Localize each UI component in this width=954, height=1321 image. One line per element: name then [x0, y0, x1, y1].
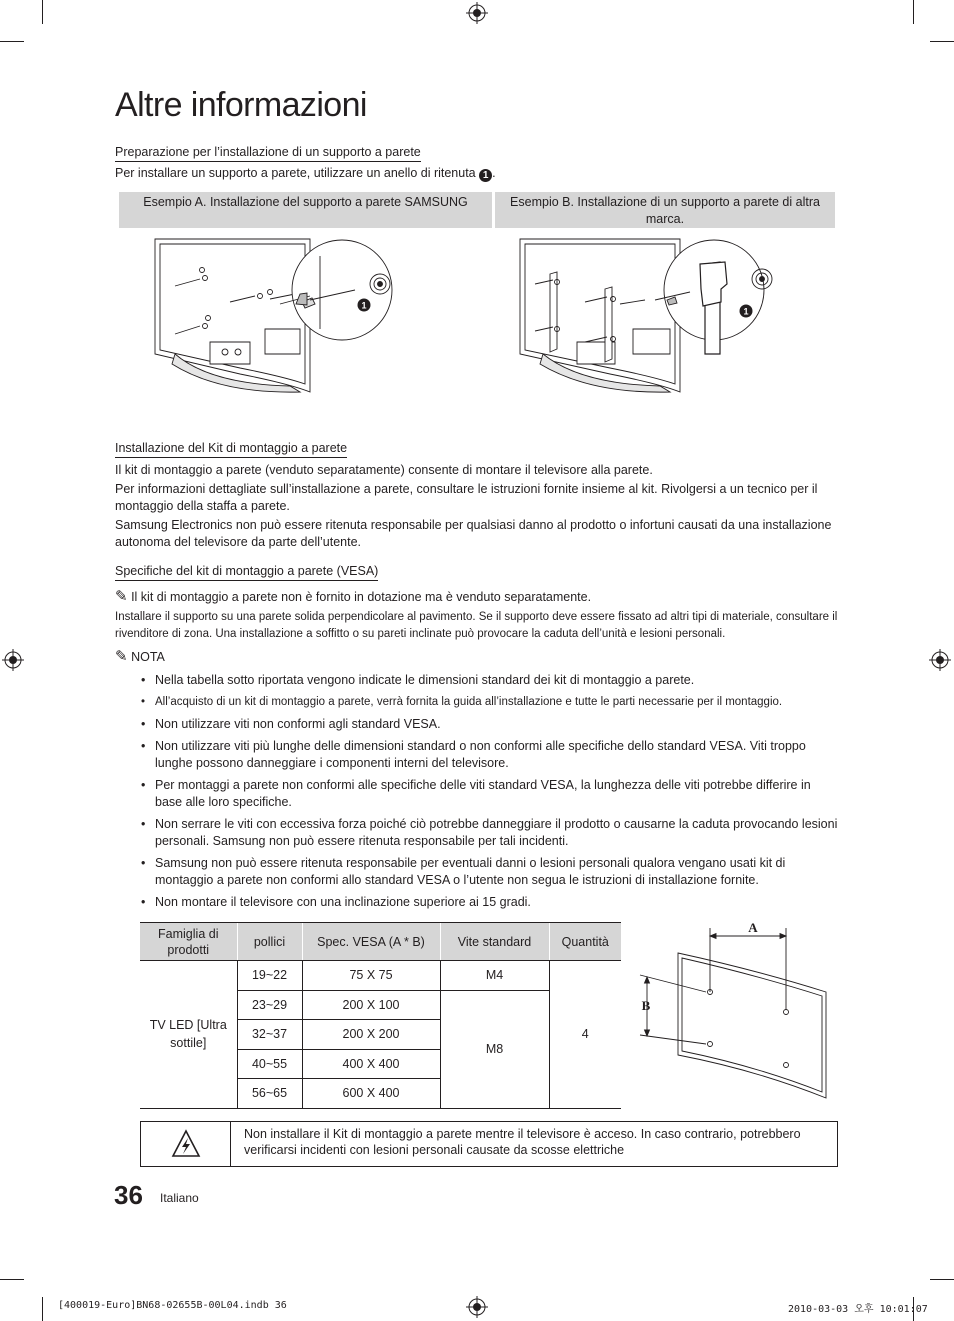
product-family-cell — [140, 961, 237, 1109]
list-item: • Non serrare le viti con eccessiva forza poiché ciò potrebbe danneggiare il prodotto o causarne la caduta provocando lesioni personali. Samsung non può essere ritenuta responsabile per tali incidenti. — [141, 816, 841, 850]
list-item: • Nella tabella sotto riportata vengono indicate le dimensioni standard dei kit di montaggio a parete. — [141, 672, 841, 689]
table-header: Famiglia di prodotti — [140, 923, 237, 961]
callout-number: 1 — [479, 169, 492, 182]
section-heading-vesa: Specifiche del kit di montaggio a parete (VESA) — [115, 564, 378, 581]
nota-label-row — [115, 648, 165, 667]
product-family-text: TV LED [Ultra sottile] — [149, 1018, 227, 1051]
svg-text:1: 1 — [743, 306, 749, 317]
page-title: Altre informazioni — [115, 86, 367, 124]
example-a-header: Esempio A. Installazione del supporto a parete SAMSUNG — [119, 192, 492, 228]
list-item: • Non utilizzare viti più lunghe delle dimensioni standard o non conformi alle specifiche dello standard VESA. Viti troppo lunghe possono danneggiare i componenti interni del televisore. — [141, 738, 841, 772]
list-item: • All’acquisto di un kit di montaggio a parete, verrà fornita la guida all’installazione e tutte le parti necessarie per il montaggio. — [141, 694, 841, 711]
table-header: Vite standard — [440, 923, 549, 961]
crop-mark — [930, 1279, 954, 1280]
samsung-wall-mount-illustration — [150, 234, 410, 400]
crop-mark — [42, 1297, 43, 1321]
vesa-bullet-list — [141, 672, 841, 916]
inches-cell: 56~65 — [237, 1079, 302, 1109]
vesa-spec-cell: 600 X 400 — [302, 1079, 440, 1109]
dimension-b-label: B — [641, 998, 651, 1013]
footer-filename: [400019-Euro]BN68-02655B-00L04.indb 36 — [58, 1300, 287, 1311]
section-heading-kit: Installazione del Kit di montaggio a parete — [115, 441, 347, 458]
dimension-a-label: A — [748, 920, 758, 935]
table-header-row — [140, 923, 621, 961]
screw-cell: M8 — [440, 990, 549, 1108]
vesa-spec-cell: 200 X 200 — [302, 1020, 440, 1050]
inches-cell: 23~29 — [237, 990, 302, 1020]
table-header: Quantità — [549, 923, 621, 961]
crop-mark — [42, 0, 43, 24]
table-header: Spec. VESA (A * B) — [302, 923, 440, 961]
screw-cell: M4 — [440, 961, 549, 991]
inches-cell: 32~37 — [237, 1020, 302, 1050]
inches-cell: 19~22 — [237, 961, 302, 991]
nota-label: NOTA — [131, 650, 165, 664]
table-row — [140, 961, 621, 991]
list-item: • Non montare il televisore con una inclinazione superiore ai 15 gradi. — [141, 894, 841, 911]
vesa-spec-cell: 75 X 75 — [302, 961, 440, 991]
crop-mark — [913, 0, 914, 24]
kit-paragraph-1: Il kit di montaggio a parete (venduto separatamente) consente di montare il televisore alla parete. — [115, 463, 653, 477]
example-b-header: Esempio B. Installazione di un supporto a parete di altra marca. — [495, 192, 835, 228]
vesa-table — [140, 922, 621, 1109]
quantity-cell: 4 — [549, 961, 621, 1109]
list-item: • Non utilizzare viti non conformi agli standard VESA. — [141, 716, 841, 733]
page-number: 36 — [114, 1180, 143, 1210]
electric-shock-warning-icon — [171, 1129, 201, 1159]
note-pencil-icon: ✎ — [115, 648, 128, 665]
table-header: pollici — [237, 923, 302, 961]
registration-mark-icon — [929, 649, 951, 671]
warning-box — [140, 1121, 838, 1167]
note-pencil-icon: ✎ — [115, 588, 128, 605]
kit-paragraphs — [115, 462, 840, 552]
vesa-note-text: Il kit di montaggio a parete non è fornito in dotazione ma è venduto separatamente. — [131, 590, 592, 604]
warning-text: Non installare il Kit di montaggio a parete mentre il televisore è acceso. In caso contrario, potrebbero verificarsi incidenti con lesioni personali causate da scosse elettriche — [244, 1127, 801, 1157]
registration-mark-icon — [466, 1296, 488, 1318]
crop-mark — [0, 41, 24, 42]
crop-mark — [0, 1279, 24, 1280]
footer-timestamp: 2010-03-03 오후 10:01:07 — [788, 1304, 928, 1315]
preparation-intro: Per installare un supporto a parete, utilizzare un anello di ritenuta 1 . — [115, 166, 496, 181]
crop-mark — [930, 41, 954, 42]
registration-mark-icon — [2, 649, 24, 671]
vesa-spec-cell: 400 X 400 — [302, 1049, 440, 1079]
preparation-intro-text: Per installare un supporto a parete, utilizzare un anello di ritenuta — [115, 166, 476, 180]
kit-paragraph-2: Per informazioni dettagliate sull’installazione a parete, consultare le istruzioni fornite insieme al kit. Rivolgersi a un tecnico per il montaggio della staffa a parete. — [115, 481, 818, 513]
vertical-divider — [230, 1122, 231, 1166]
vesa-spec-cell: 200 X 100 — [302, 990, 440, 1020]
kit-paragraph-3: Samsung Electronics non può essere ritenuta responsabile per qualsiasi danno al prodotto o infortuni causati da una installazione autonoma del televisore da parte dell’utente. — [115, 517, 832, 549]
section-heading-preparation: Preparazione per l’installazione di un supporto a parete — [115, 145, 421, 162]
vesa-note — [115, 588, 591, 607]
list-item: • Samsung non può essere ritenuta responsabile per eventuali danni o lesioni personali qualora vengano usati kit di montaggio a parete non conformi allo standard VESA o l’utente non segua le istruzioni di installazione fornite. — [141, 855, 841, 889]
page-language: Italiano — [160, 1191, 199, 1205]
vesa-dimension-illustration — [636, 920, 836, 1105]
svg-text:1: 1 — [361, 300, 367, 311]
list-item: • Per montaggi a parete non conformi alle specifiche delle viti standard VESA, la lunghezza delle viti potrebbe differire in base alle loro specifiche. — [141, 777, 841, 811]
vesa-paragraph: Installare il supporto su una parete solida perpendicolare al pavimento. Se il supporto deve essere fissato ad altri tipi di materiale, consultare il rivenditore di zona. Una installazione a soffitto o su pareti inclinate può provocare la caduta dell’unità e lesioni personali. — [115, 611, 838, 640]
other-brand-wall-mount-illustration — [515, 234, 785, 400]
registration-mark-icon — [466, 2, 488, 24]
inches-cell: 40~55 — [237, 1049, 302, 1079]
